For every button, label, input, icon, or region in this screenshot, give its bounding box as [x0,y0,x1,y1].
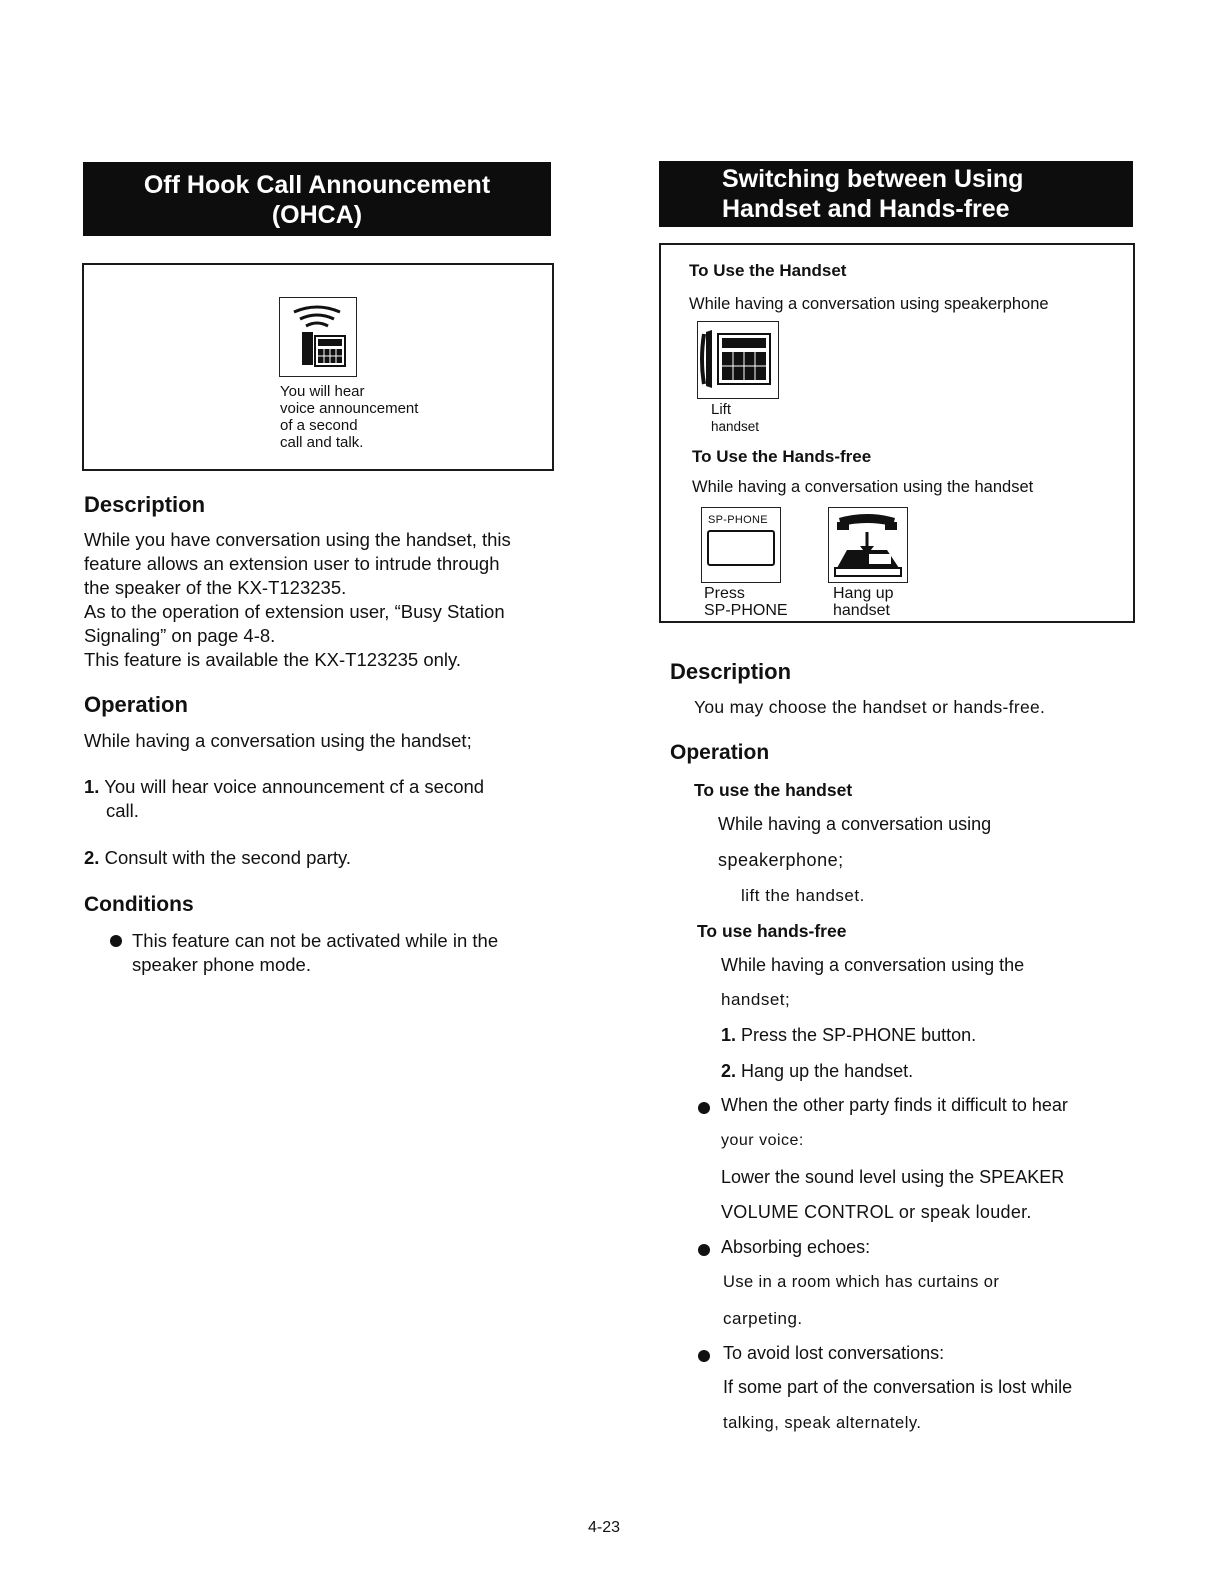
step-number: 1. [721,1025,737,1045]
caption-line: You will hear [280,383,365,400]
switching-title-line1: Switching between Using [722,165,1024,193]
caption-line: handset [711,419,760,434]
use-handsfree-line-2: handset; [721,990,791,1009]
switching-instruction-box [659,243,1135,623]
handset-box-text: While having a conversation using speakerphone [689,295,1049,313]
caption-line: Hang up [833,585,894,602]
step-number: 2. [721,1061,737,1081]
switching-title-banner [659,161,1133,227]
caption-line: voice announcement [280,400,419,417]
caption-line: Press [704,585,745,602]
key-button-shape [707,530,775,566]
handsfree-box-text: While having a conversation using the handset [692,478,1034,496]
text-line: feature allows an extension user to intrude through [84,553,500,574]
left-step-1 [84,775,554,823]
sp-phone-key-icon [701,507,781,583]
bullet-icon [698,1350,710,1362]
use-handset-subheading: To use the handset [694,780,853,800]
left-step-2 [84,846,351,870]
step-number: 1. [84,776,100,797]
hang-up-handset-icon [828,507,908,583]
sp-phone-key-label: SP-PHONE [708,514,768,526]
ohca-title-banner [83,162,551,236]
use-handset-line-3: lift the handset. [741,886,865,905]
tip-lost-conv-line-2: If some part of the conversation is lost while [723,1377,1073,1397]
step-number: 2. [84,847,100,868]
caption-line: call and talk. [280,434,364,451]
use-handset-line-2: speakerphone; [718,850,844,870]
use-handset-line-1: While having a conversation using [718,814,992,834]
left-operation-intro: While having a conversation using the handset; [84,730,472,751]
step-text-cont: call. [106,800,139,821]
right-description-heading: Description [670,659,792,684]
text-line: While you have conversation using the handset, this [84,529,511,550]
use-handsfree-line-1: While having a conversation using the [721,955,1025,975]
tip-lost-conv-line-1: To avoid lost conversations: [723,1343,945,1363]
bullet-icon [698,1102,710,1114]
left-operation-heading: Operation [84,692,188,717]
ohca-figure-caption [280,383,418,451]
ohca-figure-box [82,263,554,471]
condition-text: This feature can not be activated while in the [132,930,499,951]
tip-difficult-hear-line-1: When the other party finds it difficult to hear [721,1095,1068,1115]
ohca-title-line2: (OHCA) [271,201,363,229]
step-text: Consult with the second party. [104,847,352,868]
conditions-item [110,929,560,977]
handsfree-step-2 [721,1061,913,1082]
step-text: Press the SP-PHONE button. [741,1025,977,1045]
handsfree-box-title: To Use the Hands-free [692,447,872,466]
bullet-icon [698,1244,710,1256]
caption-line: SP-PHONE [704,602,788,619]
tip-echoes-line-1: Absorbing echoes: [721,1237,871,1257]
handset-box-title: To Use the Handset [689,261,847,280]
step-text: You will hear voice announcement cf a second [104,776,485,797]
tip-difficult-hear-line-3: Lower the sound level using the SPEAKER [721,1167,1065,1187]
tip-lost-conv-line-3: talking, speak alternately. [723,1414,922,1432]
lift-handset-caption [711,401,759,435]
step-text: Hang up the handset. [741,1061,914,1081]
hang-up-caption [833,585,894,619]
speaker-phone-icon [279,297,357,377]
caption-line: of a second [280,417,358,434]
lift-handset-icon [697,321,779,399]
condition-text: speaker phone mode. [132,954,311,975]
caption-line: Lift [711,401,732,418]
tip-echoes-line-3: carpeting. [723,1309,803,1328]
right-description-text: You may choose the handset or hands-free. [694,697,1046,717]
text-line: This feature is available the KX-T123235 only. [84,649,462,670]
press-spphone-caption [704,585,788,619]
text-line: Signaling” on page 4-8. [84,625,276,646]
ohca-title-line1: Off Hook Call Announcement [143,171,491,199]
right-operation-heading: Operation [670,741,770,764]
text-line: As to the operation of extension user, “Busy Station [84,601,505,622]
bullet-icon [110,935,122,947]
handsfree-step-1 [721,1025,976,1046]
tip-difficult-hear-line-4: VOLUME CONTROL or speak louder. [721,1202,1032,1222]
left-description-text [84,528,564,672]
text-line: the speaker of the KX-T123235. [84,577,347,598]
use-handsfree-subheading: To use hands-free [697,921,847,941]
left-description-heading: Description [84,492,206,517]
tip-difficult-hear-line-2: your voice: [721,1132,804,1149]
page-number: 4-23 [588,1519,621,1536]
caption-line: handset [833,602,890,619]
tip-echoes-line-2: Use in a room which has curtains or [723,1273,1000,1291]
conditions-heading: Conditions [84,893,194,916]
switching-title-line2: Handset and Hands-free [722,195,1010,223]
